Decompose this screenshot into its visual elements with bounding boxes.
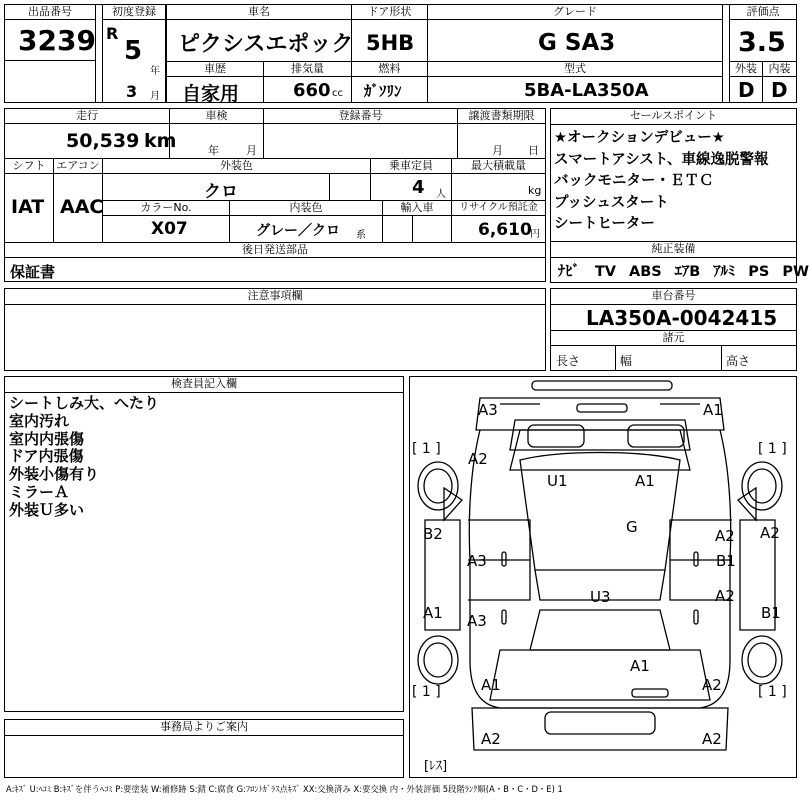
car-diagram [409,376,797,778]
shift-value: IAT [11,196,45,218]
seats-unit: 人 [436,189,446,200]
recycle-unit: 円 [530,229,540,240]
first-reg-year: 5 [124,36,143,66]
inspector-note: シートしみ大、へたり [9,394,160,412]
color-no-value: X07 [151,219,188,239]
inspector-notes [9,395,159,520]
legend: A:ｷｽﾞ U:ﾍｺﾐ B:ｷｽﾞを伴うﾍｺﾐ P:要塗装 W:補修跡 S:錆 C:腐食 G:ﾌﾛﾝﾄｶﾞﾗｽ点ｷｽﾞ XX:交換済み X:要交換 内・外装評価 5段階ﾗﾝｸ順(A・B・C・D・E) 1 [6,784,563,794]
seats-label: 乗車定員 [370,158,452,174]
inspector-note: 室内汚れ [9,411,70,430]
first-reg-month: 3 [126,82,138,101]
tire-rear-right: [ 1 ] [758,684,787,700]
first-reg-month-unit: 月 [150,91,160,102]
lot-number: 3239 [18,24,96,57]
int-score-value: D [771,78,788,102]
later-parts-label: 後日発送部品 [4,242,546,258]
first-reg-era: R [106,24,119,43]
mileage-unit: km [144,130,177,152]
inspector-note: 室内内張傷 [9,429,85,448]
fuel-label: 燃料 [351,61,428,77]
displacement-value: 660 [293,80,331,101]
equipment-item: ABS [629,264,662,280]
sales-point-item: シートヒーター [554,216,655,232]
mileage-label: 走行 [4,108,170,124]
ext-color-extra [329,173,371,201]
equipment-item: ﾅﾋﾞ [558,264,580,280]
transfer-label: 譲渡書類期限 [457,108,546,124]
damage-roof-center: U3 [590,588,611,606]
specs-width: 幅 [620,354,633,368]
reg-no-label: 登録番号 [263,108,458,124]
equipment-item: ｱﾙﾐ [713,264,736,280]
color-no-label: カラーNo. [102,200,230,216]
int-score-label: 内装 [762,61,797,77]
recycle-label: リサイクル預託金 [451,200,546,216]
grade-label: グレード [427,4,723,20]
lot-blank [4,60,96,103]
ext-score-value: D [738,78,755,102]
ac-label: エアコン [53,158,103,174]
damage-roof-right: A1 [635,472,655,490]
damage-left-side-b2: B2 [423,525,443,543]
damage-rear-left: A1 [481,676,501,694]
grade-value: G SA3 [538,30,616,56]
recycle-value: 6,610 [478,220,532,240]
notes-label: 注意事項欄 [4,288,546,305]
inspector-label: 検査員記入欄 [4,376,404,393]
ext-score-label: 外装 [729,61,763,77]
shift-label: シフト [4,158,54,174]
specs-label: 諸元 [550,330,797,346]
damage-mid-right-1: B1 [716,552,736,570]
inspection-year-unit: 年 [208,144,219,157]
model-label: 型式 [427,61,723,77]
equipment-item: TV [594,264,616,280]
inspector-note: 外装小傷有り [9,465,100,484]
specs-length: 長さ [556,354,581,368]
door-label: ドア形状 [351,4,428,20]
inspection-label: 車検 [169,108,264,124]
inspector-note: ミラーＡ [9,482,70,501]
specs-divider-1 [615,345,616,371]
sales-points-list [554,128,768,236]
damage-door-left-2: A3 [467,612,487,630]
first-reg-year-unit: 年 [150,66,160,77]
ext-color-value: クロ [204,182,238,202]
damage-rear-right: A2 [702,676,722,694]
displacement-unit: cc [332,88,343,99]
import-cell [382,215,452,243]
specs-divider-2 [721,345,722,371]
damage-bumper-left: A2 [481,730,501,748]
inspection-month-unit: 月 [246,144,257,157]
damage-front-left: A3 [478,401,498,419]
tire-front-right: [ 1 ] [758,441,787,457]
equipment-item: ｴｱB [674,264,701,280]
sales-point-item: バックモニター・ＥＴＣ [554,173,714,189]
damage-roof-left: U1 [547,472,568,490]
specs-cell [550,345,797,371]
damage-glass: G [626,518,638,536]
reg-no-cell [263,123,458,159]
sales-point-item: ★オークションデビュー★ [554,130,725,146]
sales-point-item: プッシュスタート [554,194,669,211]
tire-rear-left: [ 1 ] [412,684,441,700]
sales-point-item: スマートアシスト、車線逸脱警報 [554,151,769,168]
damage-door-left-1: A3 [467,552,487,570]
equipment-item: PW [782,264,809,280]
score-value: 3.5 [738,27,786,58]
damage-mid-right-2: A2 [715,587,735,605]
chassis-value: LA350A-0042415 [586,306,778,330]
transfer-day-unit: 日 [528,144,539,157]
ext-color-label: 外装色 [102,158,371,174]
specs-height: 高さ [726,354,751,368]
transfer-month-unit: 月 [492,144,503,157]
inspector-note: 外装Ｕ多い [9,500,85,519]
door-value: 5HB [366,31,415,55]
spare-tire: [ﾚｽ] [424,759,448,774]
damage-left-side-a1: A1 [423,604,443,622]
damage-bumper-right: A2 [702,730,722,748]
int-color-suffix: 系 [356,230,366,241]
equipment-item: PS [748,264,770,280]
history-value: 自家用 [182,83,240,105]
max-load-unit: kg [528,184,542,197]
damage-right-fender: A2 [715,527,735,545]
tire-front-left: [ 1 ] [412,441,441,457]
ac-value: AAC [60,196,104,218]
sales-points-label: セールスポイント [550,108,797,125]
car-name-label: 車名 [166,4,352,20]
equipment-list [558,260,809,281]
damage-front-right: A1 [703,401,723,419]
damage-right-side-b1: B1 [761,604,781,622]
damage-hood-left: A2 [468,450,488,468]
office-cell [4,735,404,778]
score-label: 評価点 [729,4,797,20]
inspector-note: ドア内張傷 [9,447,84,466]
import-divider [412,215,413,243]
seats-value: 4 [412,177,425,198]
damage-rear-center: A1 [630,657,650,675]
lot-label: 出品番号 [4,4,96,20]
int-color-label: 内装色 [229,200,383,216]
equipment-label: 純正装備 [550,241,797,258]
first-reg-label: 初度登録 [102,4,166,20]
damage-right-side-a2: A2 [760,524,780,542]
max-load-label: 最大積載量 [451,158,546,174]
mileage-value: 50,539 [66,130,140,152]
notes-cell [4,304,546,371]
car-name: ピクシスエポック [178,32,354,57]
history-label: 車歴 [166,61,264,77]
import-label: 輸入車 [382,200,452,216]
chassis-label: 車台番号 [550,288,797,305]
fuel-value: ｶﾞｿﾘﾝ [364,82,402,100]
displacement-label: 排気量 [263,61,352,77]
office-label: 事務局よりご案内 [4,719,404,736]
later-parts-value: 保証書 [10,263,56,281]
int-color-value: グレー／クロ [256,223,340,239]
model-value: 5BA-LA350A [524,80,649,101]
